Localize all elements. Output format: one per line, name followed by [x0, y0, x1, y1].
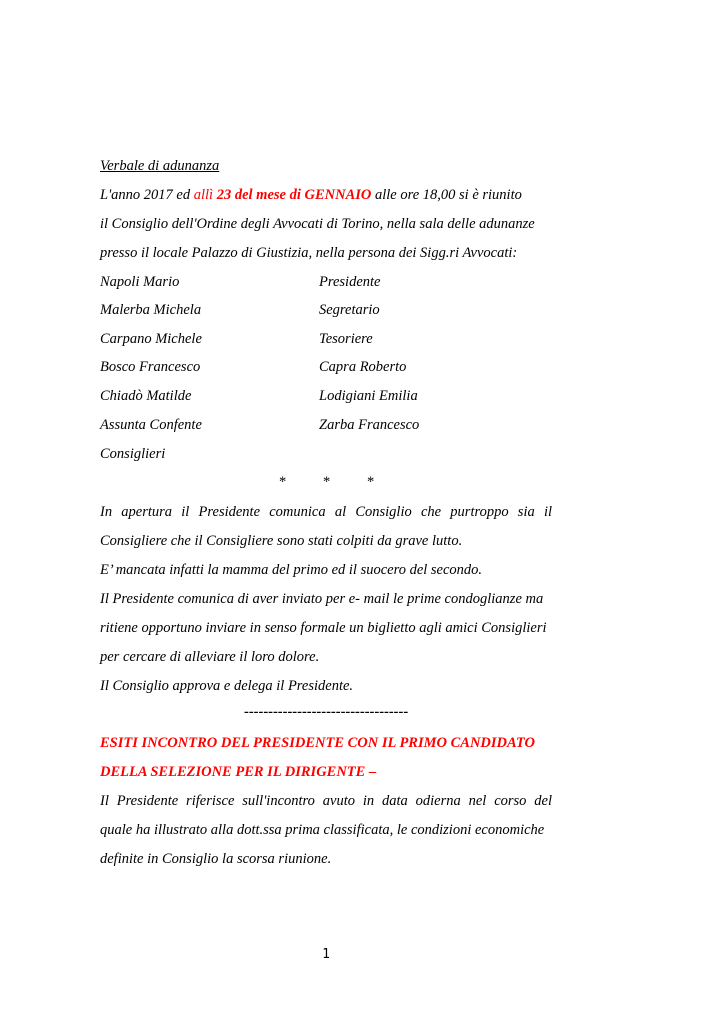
member-row-right: Presidente: [319, 274, 381, 290]
paragraph1-line: E’ mancata infatti la mamma del primo ed il suocero del secondo.: [100, 562, 483, 578]
intro-line-2: il Consiglio dell'Ordine degli Avvocati di Torino, nella sala delle adunanze: [100, 216, 535, 232]
separator-star: *: [279, 474, 287, 490]
member-row-left: Bosco Francesco: [100, 359, 201, 375]
section-divider: ----------------------------------: [244, 704, 409, 720]
member-row-right: Segretario: [319, 302, 380, 318]
paragraph2-line: Il Presidente riferisce sull'incontro avuto in data odierna nel corso del: [100, 793, 552, 809]
section-heading-line: DELLA SELEZIONE PER IL DIRIGENTE –: [100, 764, 377, 780]
intro-date-text: 23 del mese di GENNAIO: [216, 187, 372, 203]
member-row-right: Lodigiani Emilia: [319, 388, 418, 404]
page-number: 1: [322, 947, 330, 962]
member-row-left: Carpano Michele: [100, 331, 202, 347]
intro-time-text: alle ore 18,00 si è riunito: [371, 187, 522, 203]
member-row-left: Chiadò Matilde: [100, 388, 192, 404]
paragraph1-line: Consigliere che il Consigliere sono stati colpiti da grave lutto.: [100, 533, 463, 549]
paragraph2-line: quale ha illustrato alla dott.ssa prima classificata, le condizioni economiche: [100, 822, 545, 838]
paragraph1-line: Il Consiglio approva e delega il Presidente.: [100, 678, 354, 694]
paragraph2-line: definite in Consiglio la scorsa riunione.: [100, 851, 332, 867]
intro-year-text: L'anno 2017 ed: [100, 187, 194, 203]
paragraph1-line: per cercare di alleviare il loro dolore.: [100, 649, 320, 665]
member-row-right: Capra Roberto: [319, 359, 407, 375]
intro-line-3: presso il locale Palazzo di Giustizia, nella persona dei Sigg.ri Avvocati:: [100, 245, 518, 261]
separator-star: *: [367, 474, 375, 490]
paragraph1-line: Il Presidente comunica di aver inviato per e- mail le prime condoglianze ma: [100, 591, 544, 607]
members-tail: Consiglieri: [100, 446, 166, 462]
member-row-right: Tesoriere: [319, 331, 373, 347]
member-row-left: Malerba Michela: [100, 302, 202, 318]
member-row-right: Zarba Francesco: [319, 417, 420, 433]
document-title: Verbale di adunanza: [100, 158, 220, 174]
member-row-left: Napoli Mario: [100, 274, 180, 290]
member-row-left: Assunta Confente: [100, 417, 202, 433]
section-heading-line: ESITI INCONTRO DEL PRESIDENTE CON IL PRIMO CANDIDATO: [100, 735, 535, 751]
paragraph1-line: ritiene opportuno inviare in senso formale un biglietto agli amici Consiglieri: [100, 620, 547, 636]
separator-star: *: [323, 474, 331, 490]
intro-line-1: [100, 185, 552, 205]
paragraph1-line: In apertura il Presidente comunica al Consiglio che purtroppo sia il: [100, 504, 552, 520]
intro-alli-text: allì: [193, 187, 217, 203]
